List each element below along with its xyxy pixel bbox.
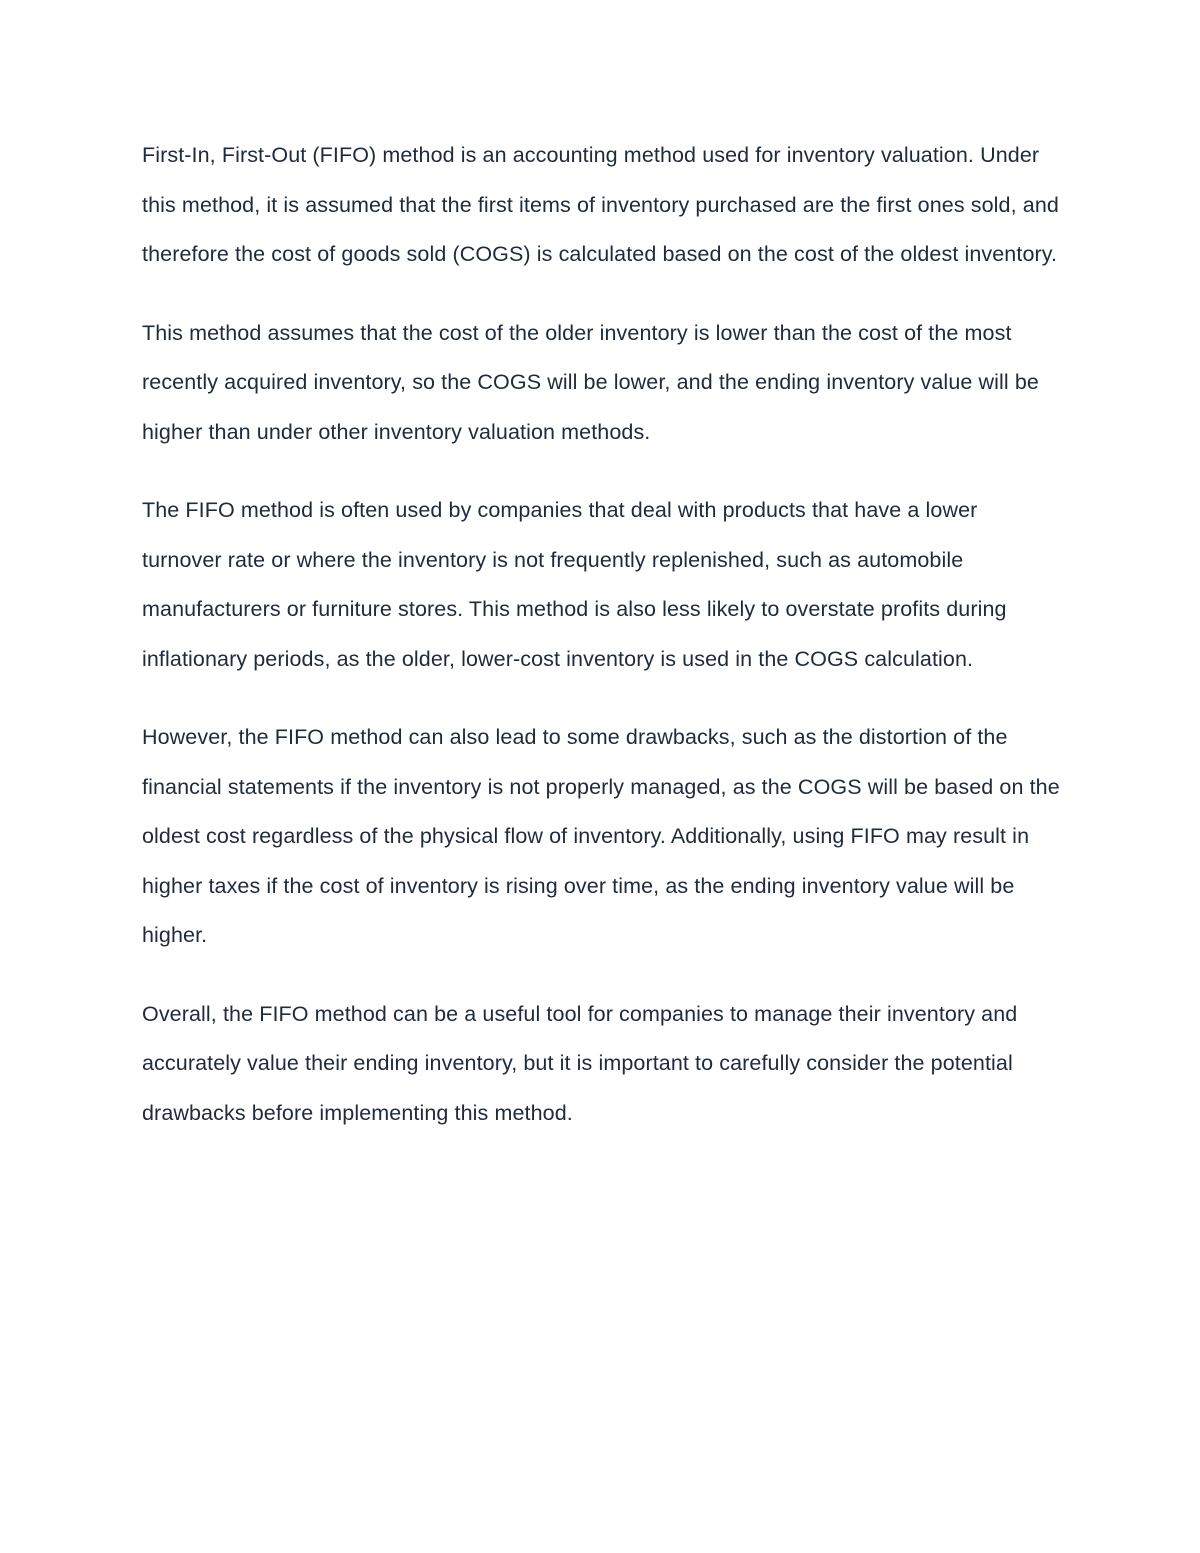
paragraph-fifo-definition: First-In, First-Out (FIFO) method is an accounting method used for inventory valuation. Under this method, it is assumed that the first items of inventory purchased are the first ones sold, and therefore the cost of goods sold (COGS) is calculated based on the cost of the oldest inventory. (142, 143, 1059, 266)
paragraph-usage: The FIFO method is often used by companies that deal with products that have a lower turnover rate or where the inventory is not frequently replenished, such as automobile manufacturers or furniture stores. This method is also less likely to overstate profits during inflationary periods, as the older, lower-cost inventory is used in the COGS calculation. (142, 498, 1007, 671)
paragraph-cost-assumption: This method assumes that the cost of the older inventory is lower than the cost of the most recently acquired inventory, so the COGS will be lower, and the ending inventory value will be higher than under other inventory valuation methods. (142, 320, 1039, 444)
paragraph-conclusion: Overall, the FIFO method can be a useful tool for companies to manage their inventory and accurately value their ending inventory, but it is important to carefully consider the potential drawbacks before implementing this method. (142, 1001, 1018, 1125)
paragraph-drawbacks: However, the FIFO method can also lead to some drawbacks, such as the distortion of the financial statements if the inventory is not properly managed, as the COGS will be based on the oldest cost regardless of the physical flow of inventory. Additionally, using FIFO may result in higher taxes if the cost of inventory is rising over time, as the ending inventory value will be higher. (142, 725, 1060, 947)
